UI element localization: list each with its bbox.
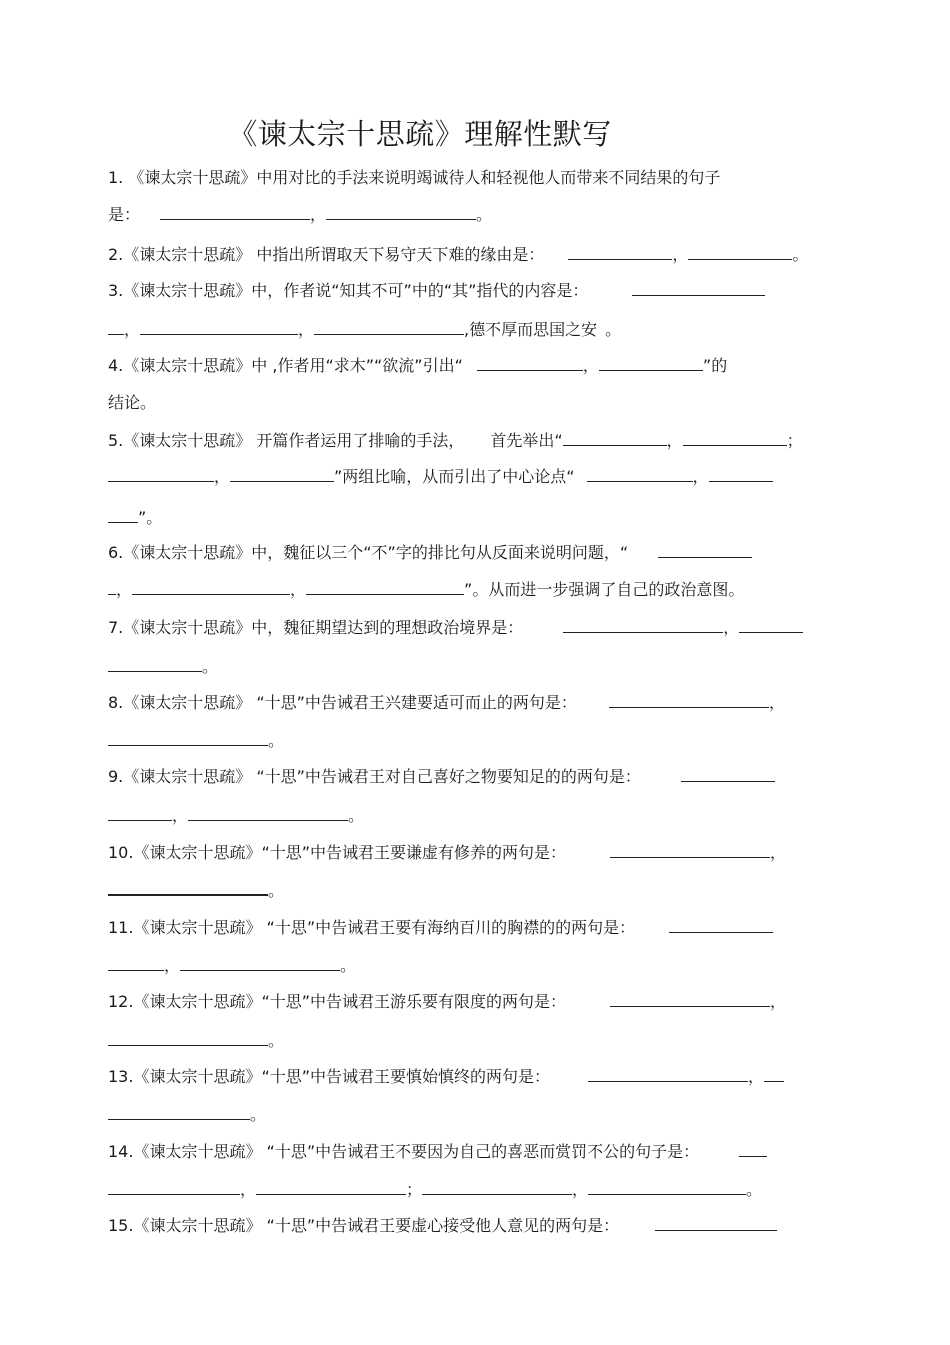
answer-blank[interactable] <box>632 279 765 296</box>
answer-blank[interactable] <box>314 318 464 335</box>
answer-blank[interactable] <box>256 1178 406 1195</box>
answer-blank[interactable] <box>108 1103 250 1120</box>
question-1-line-1: 1. 《谏太宗十思疏》中用对比的手法来说明竭诚待人和轻视他人而带来不同结果的句子 <box>108 168 721 187</box>
answer-blank[interactable] <box>108 655 202 672</box>
question-12-line-2: 。 <box>108 1029 284 1052</box>
answer-blank[interactable] <box>108 578 116 595</box>
question-13-line-1: 13.《谏太宗十思疏》“十思”中告诫君王要慎始慎终的两句是： ， <box>108 1065 784 1088</box>
question-11-line-2: ， 。 <box>108 954 356 977</box>
question-4-line-1: 4.《谏太宗十思疏》中 ,作者用“求木”“欲流”引出“ ， ”的 <box>108 356 728 375</box>
answer-blank[interactable] <box>681 765 775 782</box>
question-9-line-1: 9.《谏太宗十思疏》 “十思”中告诫君王对自己喜好之物要知足的的两句是： <box>108 765 775 788</box>
answer-blank[interactable] <box>180 954 340 971</box>
question-3-line-2: ， ， ,德不厚而思国之安 。 <box>108 318 621 341</box>
question-1-line-2: 是： ， 。 <box>108 205 493 224</box>
question-2-line-1: 2.《谏太宗十思疏》 中指出所谓取天下易守天下难的缘由是： ， 。 <box>108 245 809 264</box>
answer-blank[interactable] <box>588 1178 746 1195</box>
answer-blank[interactable] <box>563 429 667 446</box>
question-7-line-2: 。 <box>108 655 218 678</box>
question-12-line-1: 12.《谏太宗十思疏》“十思”中告诫君王游乐要有限度的两句是： ， <box>108 992 787 1011</box>
answer-blank[interactable] <box>132 578 290 595</box>
question-8-line-2: 。 <box>108 729 284 752</box>
question-13-line-2: 。 <box>108 1103 266 1126</box>
question-11-line-1: 11.《谏太宗十思疏》 “十思”中告诫君王要有海纳百川的胸襟的的两句是： <box>108 916 773 939</box>
answer-blank[interactable] <box>669 916 773 933</box>
question-10-line-1: 10.《谏太宗十思疏》“十思”中告诫君王要谦虚有修养的两句是： ， <box>108 843 787 862</box>
question-14-line-2: ， ； ， 。 <box>108 1178 762 1201</box>
answer-blank[interactable] <box>563 616 723 633</box>
answer-blank[interactable] <box>658 541 752 558</box>
answer-blank[interactable] <box>422 1178 572 1195</box>
answer-blank[interactable] <box>188 804 348 821</box>
answer-blank[interactable] <box>306 578 464 595</box>
question-5-line-1: 5.《谏太宗十思疏》 开篇作者运用了排喻的手法， 首先举出“ ， ； <box>108 431 803 450</box>
answer-blank[interactable] <box>688 243 792 260</box>
answer-blank[interactable] <box>739 616 803 633</box>
question-8-line-1: 8.《谏太宗十思疏》 “十思”中告诫君王兴建要适可而止的两句是： ， <box>108 693 785 712</box>
answer-blank[interactable] <box>108 465 214 482</box>
question-15-line-1: 15.《谏太宗十思疏》 “十思”中告诫君王要虚心接受他人意见的两句是： <box>108 1214 777 1237</box>
question-14-line-1: 14.《谏太宗十思疏》 “十思”中告诫君王不要因为自己的喜恶而赏罚不公的句子是： <box>108 1140 767 1163</box>
answer-blank[interactable] <box>610 841 770 858</box>
question-10-line-2: 。 <box>108 878 284 902</box>
answer-blank[interactable] <box>140 318 298 335</box>
answer-blank[interactable] <box>108 318 124 335</box>
question-6-line-1: 6.《谏太宗十思疏》中，魏征以三个“不”字的排比句从反面来说明问题，“ <box>108 541 752 564</box>
answer-blank[interactable] <box>764 1065 784 1082</box>
answer-blank[interactable] <box>655 1214 777 1231</box>
answer-blank[interactable] <box>683 429 787 446</box>
answer-blank[interactable] <box>108 804 172 821</box>
question-3-line-1: 3.《谏太宗十思疏》中，作者说“知其不可”中的“其”指代的内容是： <box>108 279 765 302</box>
answer-blank[interactable] <box>326 203 476 220</box>
page-title: 《谏太宗十思疏》理解性默写 <box>228 117 612 151</box>
answer-blank[interactable] <box>477 354 583 371</box>
answer-blank[interactable] <box>108 729 268 746</box>
answer-blank[interactable] <box>610 990 770 1007</box>
question-6-line-2: ， ， ”。从而进一步强调了自己的政治意图。 <box>108 578 744 601</box>
answer-blank[interactable] <box>230 465 334 482</box>
answer-blank[interactable] <box>588 1065 748 1082</box>
answer-blank[interactable] <box>609 691 769 708</box>
answer-blank[interactable] <box>739 1140 767 1157</box>
answer-blank[interactable] <box>108 1029 268 1046</box>
question-5-line-2: ， ”两组比喻，从而引出了中心论点“ ， <box>108 465 773 488</box>
question-4-line-2: 结论。 <box>108 393 157 412</box>
question-7-line-1: 7.《谏太宗十思疏》中，魏征期望达到的理想政治境界是： ， <box>108 616 803 639</box>
answer-blank[interactable] <box>160 203 310 220</box>
question-5-line-3: ”。 <box>108 506 162 529</box>
answer-blank[interactable] <box>108 506 138 523</box>
answer-blank[interactable] <box>108 878 268 896</box>
answer-blank[interactable] <box>709 465 773 482</box>
answer-blank[interactable] <box>108 954 164 971</box>
answer-blank[interactable] <box>568 243 672 260</box>
answer-blank[interactable] <box>587 465 693 482</box>
answer-blank[interactable] <box>599 354 703 371</box>
answer-blank[interactable] <box>108 1178 240 1195</box>
question-9-line-2: ， 。 <box>108 804 364 827</box>
